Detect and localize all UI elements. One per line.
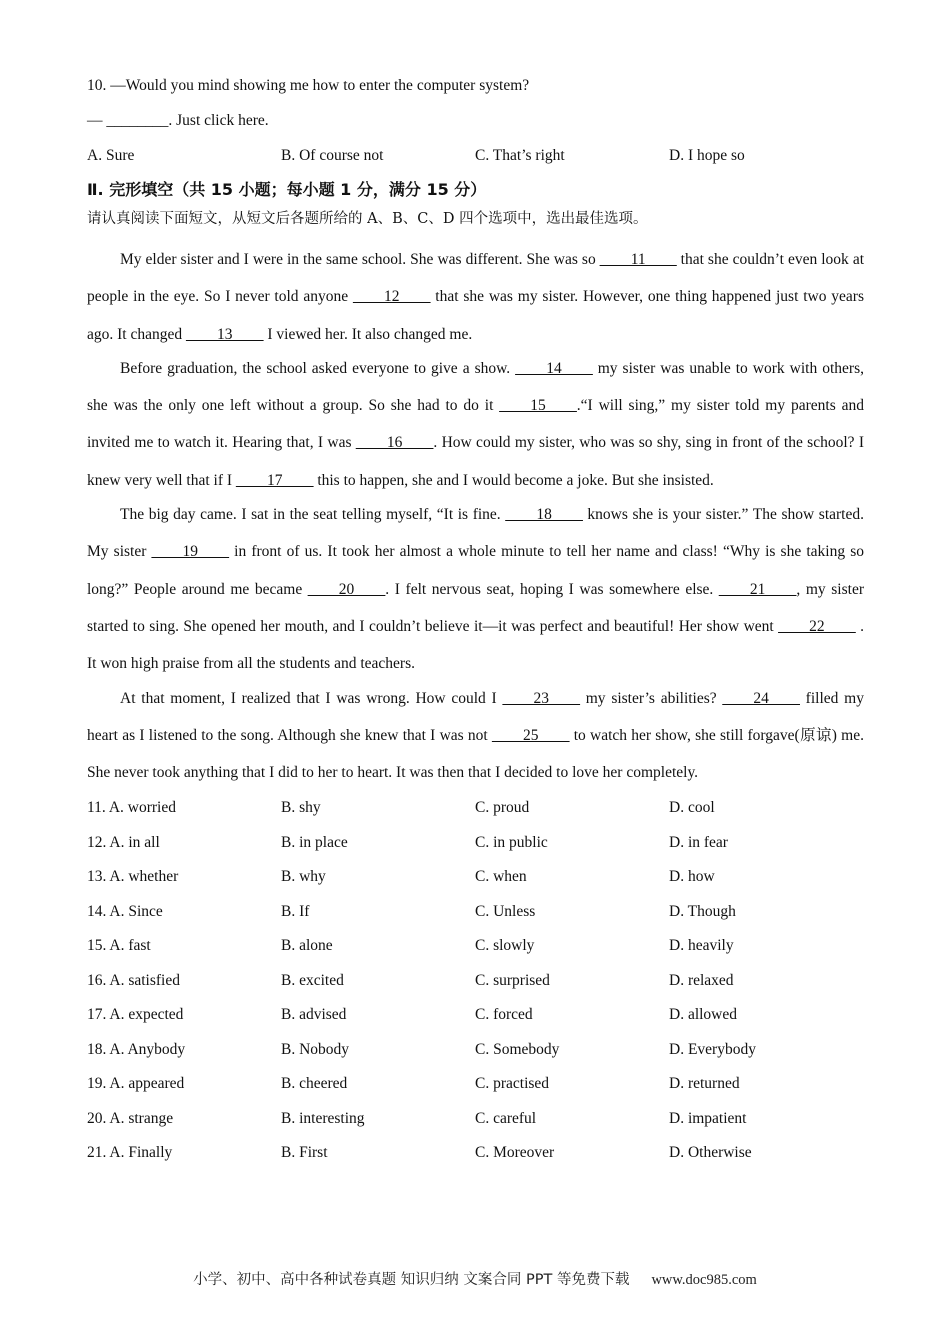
choice-option: B. First	[281, 1144, 328, 1162]
choice-option: C. surprised	[475, 971, 550, 989]
passage-paragraph	[87, 350, 864, 499]
choice-option: D. allowed	[669, 1006, 738, 1024]
passage-text: my sister was unable to work with others, she was the only one left without a group. So she had to do it	[87, 359, 864, 415]
passage-text: that she couldn’t even look at people in the eye. So I never told anyone	[87, 251, 865, 306]
choice-option: D. cool	[669, 799, 715, 817]
passage-text: The big day came. I sat in the seat telling myself, “It is fine.	[120, 506, 506, 524]
choice-row	[87, 796, 864, 831]
choice-option: B. in place	[281, 833, 348, 851]
choice-option: B. excited	[281, 971, 344, 989]
footer-text: 小学、初中、高中各种试卷真题 知识归纳 文案合同 PPT 等免费下载	[193, 1272, 630, 1288]
passage-text: my sister’s abilities?	[579, 689, 723, 707]
choice-option: C. careful	[475, 1109, 537, 1127]
blank: ____19____	[151, 543, 230, 561]
choice-option: D. Otherwise	[669, 1144, 752, 1162]
choice-option: C. forced	[475, 1006, 533, 1024]
footer-url[interactable]: www.doc985.com	[651, 1272, 757, 1288]
choice-row	[87, 900, 864, 935]
choice-option: C. Moreover	[475, 1144, 555, 1162]
passage-text: this to happen, she and I would become a joke. But she insisted.	[313, 471, 714, 489]
choice-option: D. how	[669, 868, 715, 886]
passage-text: that she was my sister. However, one thing happened just two years ago. It changed	[87, 288, 864, 343]
passage-text: . I felt nervous seat, hoping I was somewhere else.	[385, 580, 719, 598]
blank: ____24____	[722, 689, 800, 707]
blank: ____12____	[352, 288, 431, 306]
choice-row	[87, 1141, 864, 1176]
blank: ____20____	[307, 580, 386, 598]
choice-row	[87, 1072, 864, 1107]
blank: ____15____	[499, 397, 577, 415]
passage-text: knows she is your sister.” The show started. My sister	[87, 506, 864, 561]
choice-option: D. impatient	[669, 1109, 747, 1127]
choice-option: B. alone	[281, 937, 333, 955]
choice-option: 14. A. Since	[87, 902, 163, 920]
question-10	[87, 74, 864, 179]
blank: ____22____	[778, 617, 856, 635]
choice-option: C. when	[475, 868, 527, 886]
choice-row	[87, 1107, 864, 1142]
choice-option: 16. A. satisfied	[87, 971, 180, 989]
choice-option: C. in public	[475, 833, 548, 851]
choice-option: B. cheered	[281, 1075, 348, 1093]
exam-page	[87, 74, 864, 1176]
blank: ____16____	[355, 434, 434, 452]
question-10-stem: 10. —Would you mind showing me how to enter the computer system?	[87, 77, 530, 94]
choice-option: B. advised	[281, 1006, 347, 1024]
option-c: C. That’s right	[475, 147, 565, 164]
blank: ____17____	[235, 471, 314, 489]
cloze-passage	[87, 241, 864, 791]
section-title: Ⅱ. 完形填空（共 15 小题；每小题 1 分，满分 15 分）	[87, 180, 487, 199]
choice-row	[87, 969, 864, 1004]
passage-text: , my sister started to sing. She opened her mouth, and I couldn’t believe it—it was perfect and beautiful! Her show went	[87, 580, 864, 635]
blank: ____18____	[505, 506, 583, 524]
choice-option: D. Everybody	[669, 1040, 756, 1058]
blank: ____14____	[515, 359, 593, 377]
page-footer	[0, 1268, 950, 1289]
passage-text: My elder sister and I were in the same school. She was different. She was so	[120, 251, 600, 268]
passage-text: . How could my sister, who was so shy, sing in front of the school? I knew very well that if I	[87, 434, 865, 489]
option-b: B. Of course not	[281, 147, 384, 164]
choice-option: B. interesting	[281, 1109, 365, 1127]
passage-text: in front of us. It took her almost a whole minute to tell her name and class! “Why is she taking so long?” People around me became	[87, 543, 864, 598]
blank: ____21____	[718, 580, 797, 598]
choice-option: 19. A. appeared	[87, 1075, 185, 1093]
question-10-options	[87, 144, 864, 179]
choice-option: C. Somebody	[475, 1040, 560, 1058]
passage-text: .“I will sing,” my sister told my parents and invited me to watch it. Hearing that, I was	[87, 397, 864, 452]
choice-option: D. returned	[669, 1075, 740, 1093]
choice-row	[87, 831, 864, 866]
section-instruction: 请认真阅读下面短文，从短文后各题所给的 A、B、C、D 四个选项中，选出最佳选项。	[87, 211, 648, 227]
choice-option: 15. A. fast	[87, 937, 151, 955]
choice-option: 18. A. Anybody	[87, 1040, 186, 1058]
choice-option: B. shy	[281, 799, 321, 817]
choice-option: 21. A. Finally	[87, 1144, 173, 1162]
option-a: A. Sure	[87, 147, 135, 164]
choice-option: 17. A. expected	[87, 1006, 184, 1024]
choice-option: C. proud	[475, 799, 530, 817]
passage-text: to watch her show, she still forgave(原谅) me. She never took anything that I did to her to heart. It was then that I decided to love her completely.	[87, 726, 864, 782]
blank: ____23____	[502, 689, 580, 707]
choice-option: 13. A. whether	[87, 868, 179, 886]
choice-row	[87, 934, 864, 969]
choice-option: 20. A. strange	[87, 1109, 174, 1127]
passage-paragraph	[87, 241, 864, 353]
choice-row	[87, 1003, 864, 1038]
choice-option: C. Unless	[475, 902, 536, 920]
question-10-reply: — ________. Just click here.	[87, 112, 269, 129]
choice-option: 12. A. in all	[87, 833, 160, 851]
choices-list	[87, 796, 864, 1176]
passage-paragraph	[87, 680, 864, 792]
option-d: D. I hope so	[669, 147, 745, 164]
passage-text: . It won high praise from all the students and teachers.	[87, 617, 864, 673]
choice-option: D. in fear	[669, 833, 728, 851]
choice-option: C. slowly	[475, 937, 535, 955]
passage-text: I viewed her. It also changed me.	[263, 325, 473, 343]
choice-option: B. why	[281, 868, 326, 886]
passage-paragraph	[87, 496, 864, 682]
choice-option: D. heavily	[669, 937, 734, 955]
choice-option: B. If	[281, 902, 310, 920]
choice-option: D. relaxed	[669, 971, 734, 989]
choice-option: B. Nobody	[281, 1040, 350, 1058]
passage-text: Before graduation, the school asked everyone to give a show.	[120, 359, 516, 377]
choice-row	[87, 865, 864, 900]
choice-option: D. Though	[669, 902, 736, 920]
choice-option: 11. A. worried	[87, 799, 176, 817]
blank: ____25____	[491, 726, 570, 744]
passage-text: At that moment, I realized that I was wrong. How could I	[120, 689, 503, 707]
choice-option: C. practised	[475, 1075, 550, 1093]
blank: ____13____	[186, 325, 264, 343]
choice-row	[87, 1038, 864, 1073]
blank: ____11____	[599, 251, 677, 268]
passage-text: filled my heart as I listened to the song. Although she knew that I was not	[87, 689, 864, 744]
